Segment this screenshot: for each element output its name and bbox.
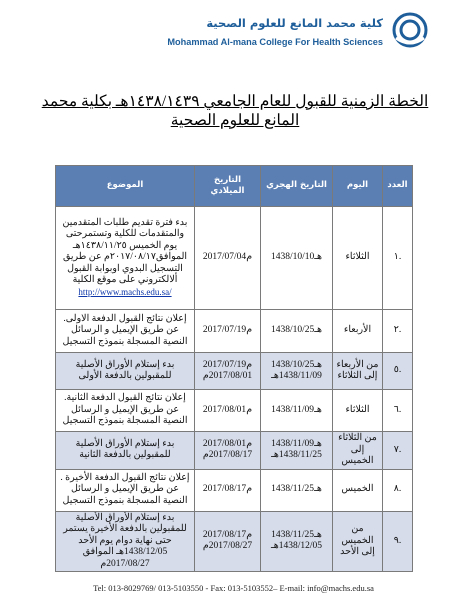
row-gregorian-date: 2017/08/17م [195, 469, 261, 511]
row-day: من الأربعاء إلى الثلاثاء [333, 353, 383, 390]
admission-schedule-table [55, 165, 413, 572]
table-row [56, 353, 413, 390]
row-number: .٦ [383, 390, 413, 432]
college-website-link[interactable]: http://www.machs.edu.sa/ [78, 286, 172, 297]
row-day: الثلاثاء [333, 390, 383, 432]
row-topic: بدء فترة تقديم طلبات المتقدمين والمتقدمات للكلية وتستمرحتى يوم الخميس ١٤٣٨/١١/٢٥هـ الموافق٢٠١٧/٠٨/١٧م عن طريق التسجيل البدوي اوبوابة القبول ألالكتروني على موقع الكلية [62, 217, 188, 286]
column-header-gregorian-date: التاريخ الميلادي [195, 166, 261, 207]
column-header-topic: الموضوع [56, 166, 195, 207]
row-number: .١ [383, 207, 413, 310]
row-topic: بدء إستلام الأوراق الأصلية للمقبولين بالدفعة الأولى [56, 353, 195, 390]
row-number: .٧ [383, 432, 413, 470]
row-topic: بدء إستلام الأوراق الأصلية للمقبولين بالدفعة الأخيرة يستمر حتى نهاية دوام يوم الأحد 1438/12/05هـ الموافق 2017/08/27م [56, 511, 195, 572]
table-header-row [56, 166, 413, 207]
row-day: الخميس [333, 469, 383, 511]
column-header-number: العدد [383, 166, 413, 207]
row-topic: إعلان نتائج القبول الدفعة الأخيرة . عن طريق الإيميل و الرسائل النصية المسجلة بنموذج التسجيل [56, 469, 195, 511]
row-number: .٢ [383, 310, 413, 353]
row-day: من الخميس إلى الأحد [333, 511, 383, 572]
document-title: الخطة الزمنية للقبول للعام الجامعي ١٤٣٨/١٤٣٩هـ بكلية محمد المانع للعلوم الصحية [41, 93, 429, 129]
college-name-english: Mohammad Al-mana College For Health Sciences [167, 37, 383, 47]
table-row [56, 390, 413, 432]
table-row [56, 469, 413, 511]
college-logo-icon [392, 12, 428, 48]
table-row [56, 511, 413, 572]
college-name-arabic: كلية محمد المانع للعلوم الصحية [206, 16, 383, 30]
table-row [56, 432, 413, 470]
row-hijri-date: 1438/10/10هـ [261, 207, 333, 310]
table-row [56, 207, 413, 310]
page-header [0, 6, 467, 56]
row-topic: إعلان نتائج القبول الدفعة الاولى. عن طريق الإيميل و الرسائل النصية المسجلة بنموذج التسجيل [56, 310, 195, 353]
table-row [56, 310, 413, 353]
row-gregorian-date: 2017/08/01م 2017/08/17م [195, 432, 261, 470]
row-number: .٥ [383, 353, 413, 390]
row-day: من الثلاثاء إلى الخميس [333, 432, 383, 470]
row-number: .٨ [383, 469, 413, 511]
row-gregorian-date: 2017/08/01م [195, 390, 261, 432]
contact-footer: Tel: 013-8029769/ 013-5103550 - Fax: 013-5103552– E-mail: info@machs.edu.sa [93, 583, 374, 593]
row-hijri-date: 1438/11/09هـ [261, 390, 333, 432]
row-topic-cell [56, 207, 195, 310]
row-gregorian-date: 2017/07/04م [195, 207, 261, 310]
row-topic: بدء إستلام الأوراق الأصلية للمقبولين بالدفعة الثانية [56, 432, 195, 470]
row-gregorian-date: 2017/08/17م 2017/08/27م [195, 511, 261, 572]
row-day: الثلاثاء [333, 207, 383, 310]
row-hijri-date: 1438/11/25هـ [261, 469, 333, 511]
row-gregorian-date: 2017/07/19م [195, 310, 261, 353]
row-hijri-date: 1438/11/25هـ 1438/12/05هـ [261, 511, 333, 572]
row-number: .٩ [383, 511, 413, 572]
column-header-hijri-date: التاريخ الهجري [261, 166, 333, 207]
row-gregorian-date: 2017/07/19م 2017/08/01م [195, 353, 261, 390]
row-hijri-date: 1438/10/25هـ [261, 310, 333, 353]
row-hijri-date: 1438/11/09هـ 1438/11/25هـ [261, 432, 333, 470]
row-topic: إعلان نتائج القبول الدفعة الثانية. عن طريق الإيميل و الرسائل النصية المسجلة بنموذج التسجيل [56, 390, 195, 432]
row-hijri-date: 1438/10/25هـ 1438/11/09هـ [261, 353, 333, 390]
row-day: الأربعاء [333, 310, 383, 353]
column-header-day: اليوم [333, 166, 383, 207]
